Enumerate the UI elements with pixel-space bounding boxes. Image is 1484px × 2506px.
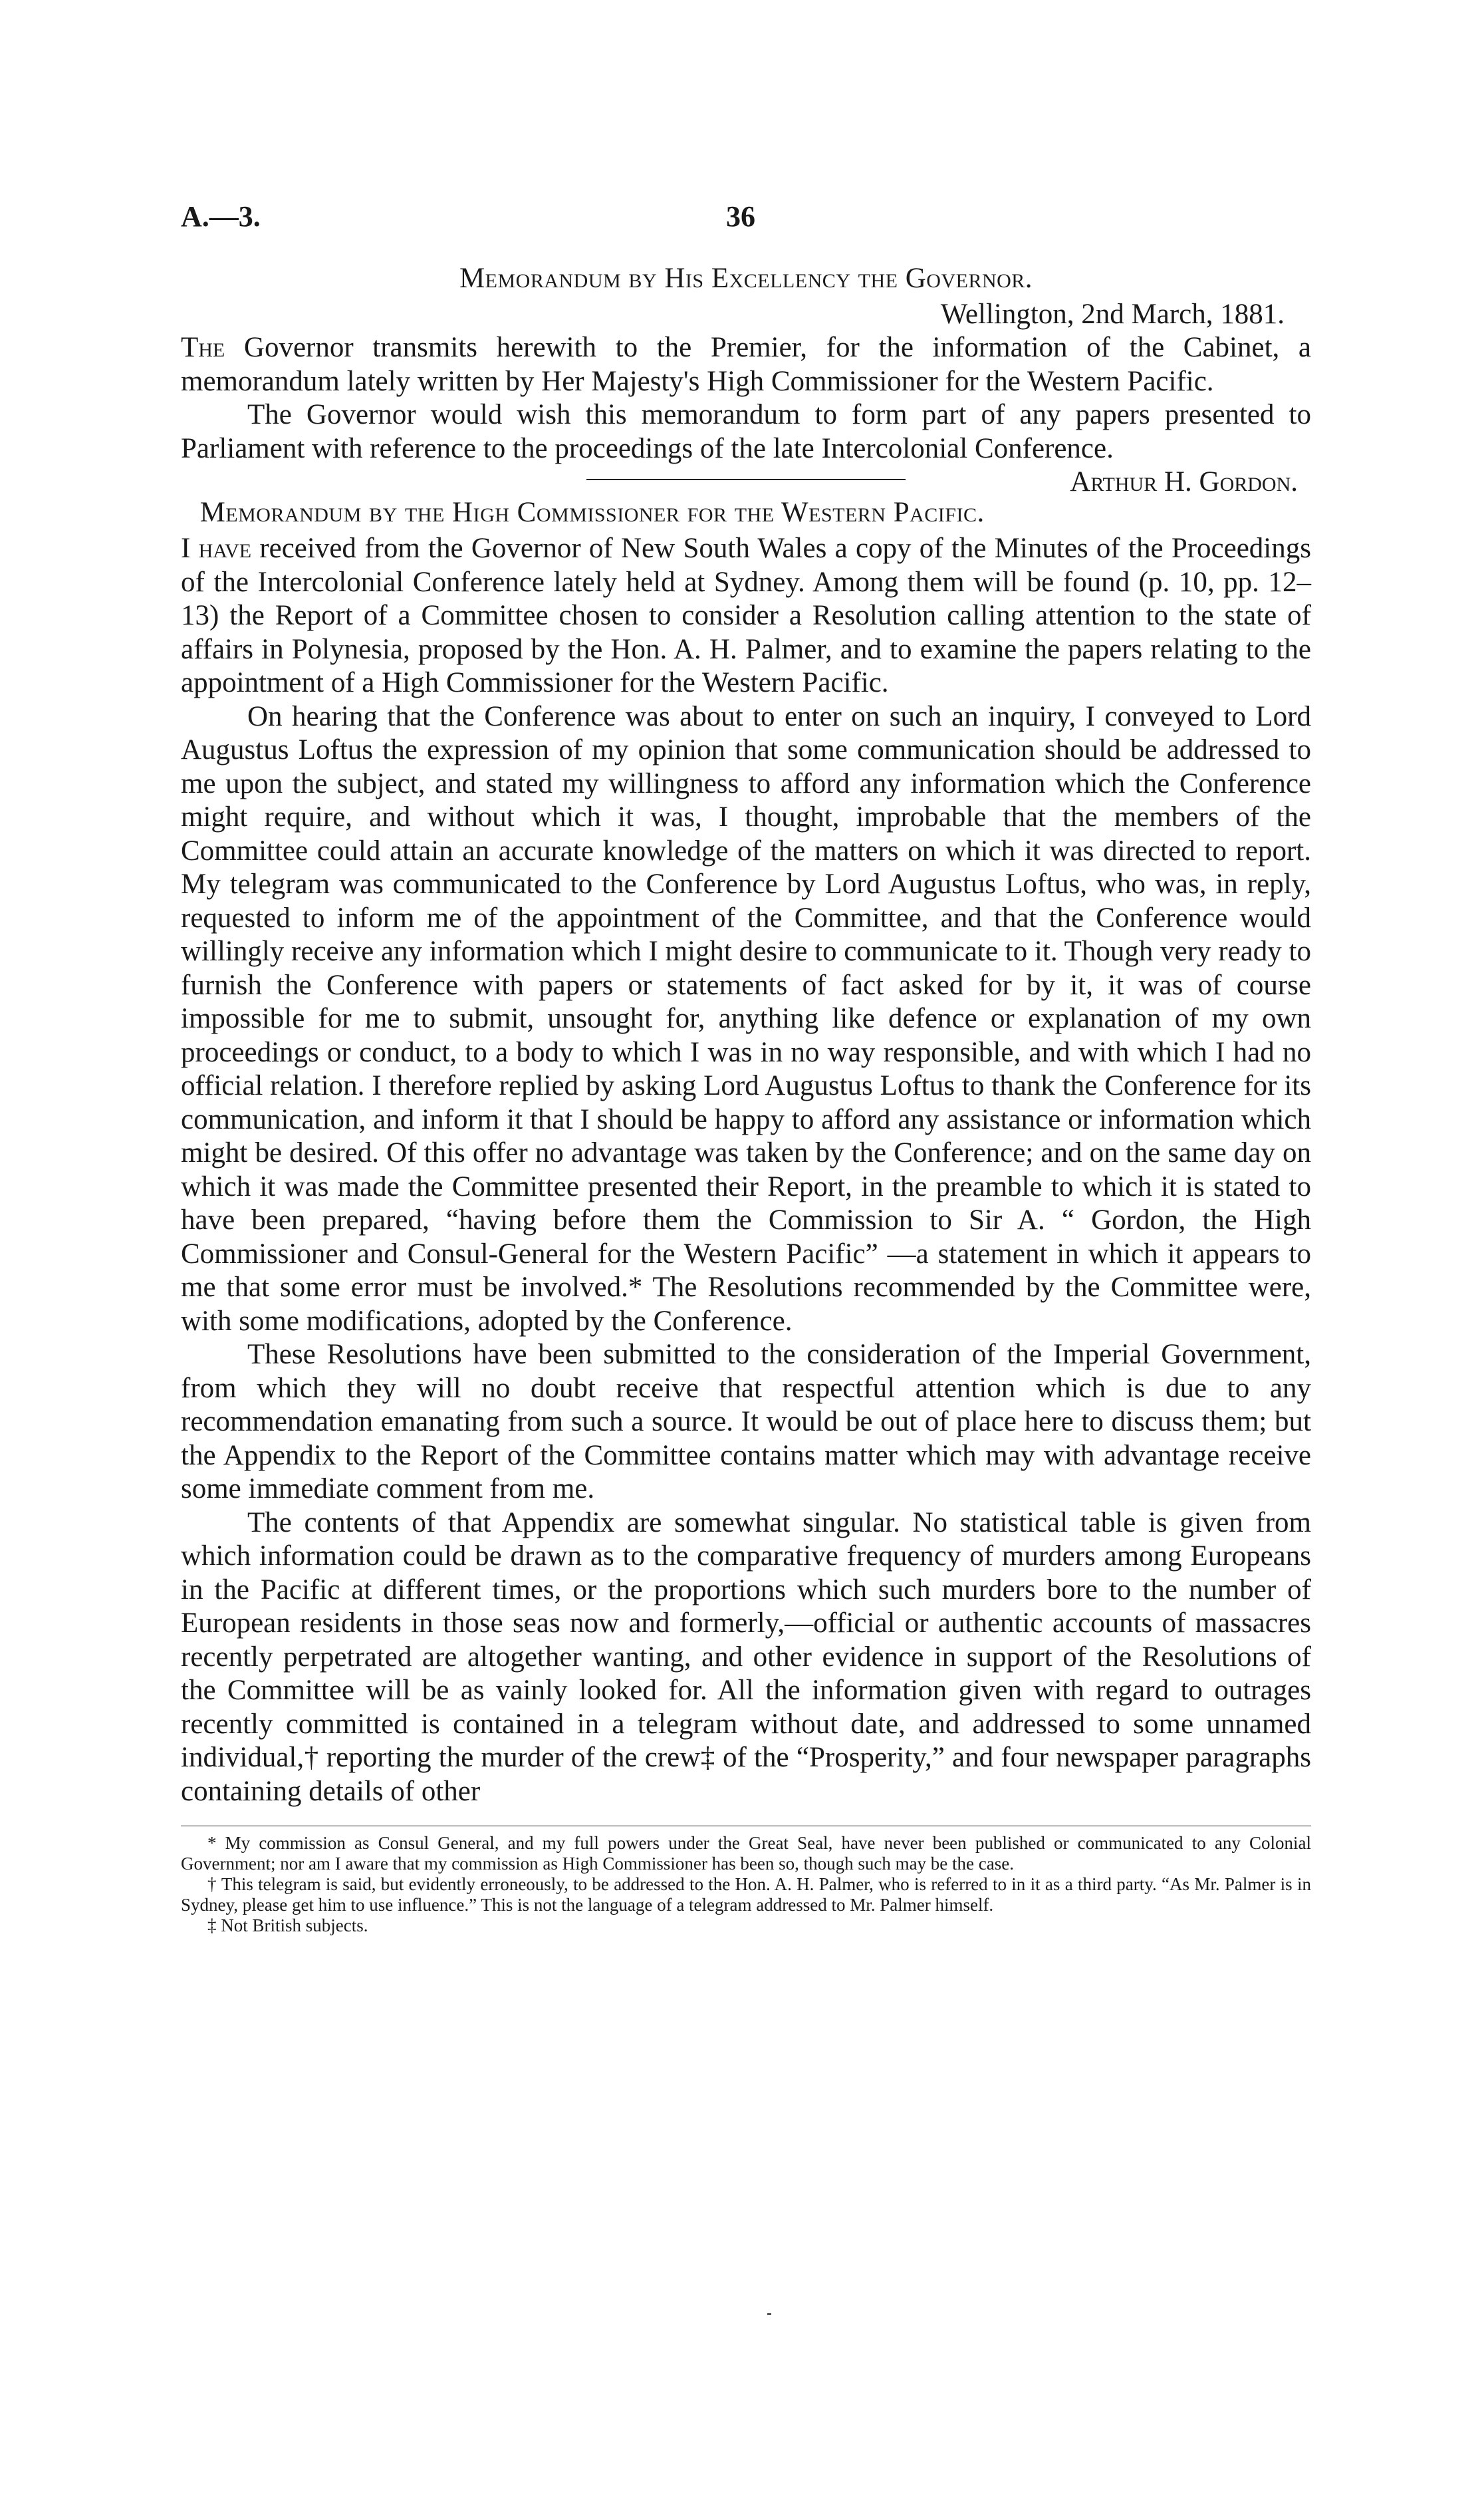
commissioner-memo-paragraph-3: These Resolutions have been submitted to the consideration of the Imperial Government, from which they will no doubt receive that respectful attention which is due to any recommendation emanating from such a source. It would be out of place here to discuss them; but the Appendix to the Report of the Committee contains matter which may with advantage receive some immediate comment from me. bbox=[181, 1339, 1311, 1504]
governor-memo-title: Memorandum by His Excellency the Governor. bbox=[459, 263, 1033, 294]
commissioner-memo-title: Memorandum by the High Commissioner for the Western Pacific. bbox=[199, 497, 985, 528]
document-reference: A.—3. bbox=[181, 200, 261, 233]
page-number: 36 bbox=[726, 200, 755, 233]
document-page bbox=[181, 200, 1311, 1936]
footnotes bbox=[181, 1833, 1311, 1936]
governor-memo-paragraph-1-text: Governor transmits herewith to the Premier, for the information of the Cabinet, a memorandum lately written by Her Majesty's High Commissioner for the Western Pacific. bbox=[181, 332, 1311, 397]
stray-mark bbox=[767, 2313, 771, 2315]
footnote-1: * My commission as Consul General, and my full powers under the Great Seal, have never been published or communicated to any Colonial Government; nor am I aware that my commission as High Commissioner has been so, though such may be the case. bbox=[181, 1833, 1311, 1874]
section-divider bbox=[586, 479, 906, 480]
commissioner-memo-paragraph-1-text: received from the Governor of New South Wales a copy of the Minutes of the Proceedings of the Intercolonial Conference lately held at Sydney. Among them will be found (p. 10, pp. 12–13) the Report of a Committee chosen to consider a Resolution calling attention to the state of affairs in Polynesia, proposed by the Hon. A. H. Palmer, and to examine the papers relating to the appointment of a High Commissioner for the Western Pacific. bbox=[181, 533, 1311, 698]
governor-memo-lead-word: The bbox=[181, 332, 225, 363]
commissioner-memo-paragraph-2: On hearing that the Conference was about to enter on such an inquiry, I conveyed to Lord Augustus Loftus the expression of my opinion that some communication should be addressed to me upon the subject, and stated my willingness to afford any information which the Conference might require, and without which it was, I thought, improbable that the members of the Committee could attain an accurate knowledge of the matters on which it was directed to report. My telegram was communicated to the Conference by Lord Augustus Loftus, who was, in reply, requested to inform me of the appointment of the Committee, and that the Conference would willingly receive any information which I might desire to communicate to it. Though very ready to furnish the Conference with papers or statements of fact asked for by it, it was of course impossible for me to submit, unsought for, anything like defence or explanation of my own proceedings or conduct, to a body to which I was in no way responsible, and with which I had no official relation. I therefore replied by asking Lord Augustus Loftus to thank the Conference for its communication, and inform it that I should be happy to afford any assistance or information which might be desired. Of this offer no advantage was taken by the Conference; and on the same day on which it was made the Committee presented their Report, in the preamble to which it is stated to have been prepared, “having before them the Commission to Sir A. “ Gordon, the High Commissioner and Consul-General for the Western Pacific” —a statement in which it appears to me that some error must be involved.* The Resolutions recommended by the Committee were, with some modifications, adopted by the Conference. bbox=[181, 700, 1311, 1337]
commissioner-memo-paragraph-4: The contents of that Appendix are somewhat singular. No statistical table is given from which information could be drawn as to the comparative frequency of murders among Europeans in the Pacific at different times, or the proportions which such murders bore to the number of European residents in those seas now and formerly,—official or authentic accounts of massacres recently perpetrated are altogether wanting, and other evidence in support of the Resolutions of the Committee will be as vainly looked for. All the information given with regard to outrages recently committed is contained in a telegram without date, and addressed to some unnamed individual,† reporting the murder of the crew‡ of the “Prosperity,” and four newspaper paragraphs containing details of other bbox=[181, 1506, 1311, 1807]
footnote-3: ‡ Not British subjects. bbox=[207, 1915, 368, 1935]
governor-memo-paragraph-2 bbox=[181, 398, 1311, 497]
governor-memo-dateline: Wellington, 2nd March, 1881. bbox=[940, 299, 1285, 330]
commissioner-memo-paragraph-1 bbox=[181, 532, 1311, 700]
commissioner-memo-lead-word: I have bbox=[181, 533, 252, 564]
governor-memo-paragraph-1 bbox=[181, 331, 1311, 398]
governor-memo-paragraph-2-text: The Governor would wish this memorandum to form part of any papers presented to Parliament with reference to the proceedings of the late Intercolonial Conference. bbox=[181, 399, 1311, 464]
governor-signature: Arthur H. Gordon. bbox=[1070, 466, 1298, 497]
footnote-2: † This telegram is said, but evidently erroneously, to be addressed to the Hon. A. H. Palmer, who is referred to in it as a third party. “As Mr. Palmer is in Sydney, please get him to use influence.” This is not the language of a telegram addressed to Mr. Palmer himself. bbox=[181, 1874, 1311, 1915]
page-header bbox=[181, 200, 1311, 246]
